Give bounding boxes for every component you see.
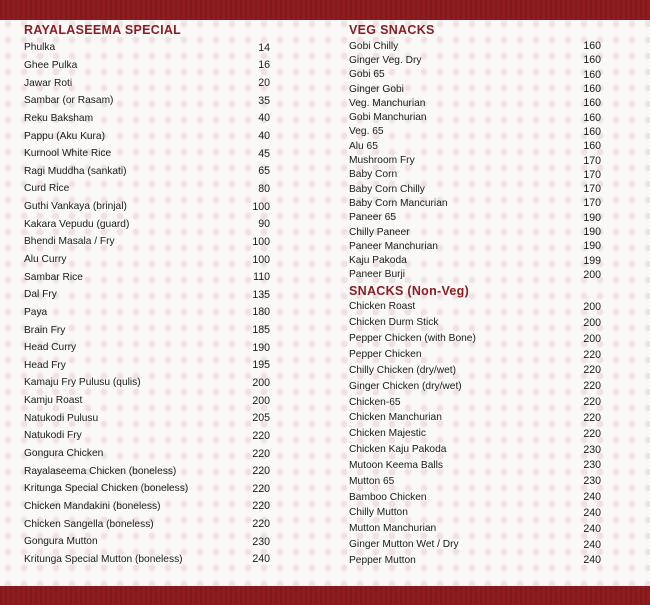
menu-item-price: 16 — [258, 59, 270, 72]
menu-item-row — [349, 362, 601, 378]
section-title-veg-snacks: VEG SNACKS — [349, 23, 435, 37]
menu-item-price: 100 — [252, 200, 270, 213]
section-title-nonveg-snacks: SNACKS (Non-Veg) — [349, 284, 470, 299]
menu-item-row — [349, 53, 601, 67]
menu-item-name: Jawar Roti — [24, 77, 73, 89]
menu-item-name: Chicken Sangella (boneless) — [24, 518, 154, 530]
menu-item-name: Mushroom Fry — [349, 155, 415, 167]
menu-item-price: 220 — [583, 364, 601, 377]
menu-item-price: 185 — [252, 324, 270, 337]
menu-item-price: 200 — [583, 300, 601, 313]
menu-item-name: Curd Rice — [24, 183, 70, 195]
menu-item-price: 205 — [252, 412, 270, 425]
menu-item-name: Mutton Manchurian — [349, 523, 437, 535]
menu-item-name: Reku Baksham — [24, 112, 94, 124]
menu-item-row — [24, 551, 270, 569]
menu-item-price: 100 — [252, 235, 270, 248]
menu-item-price: 230 — [583, 475, 601, 488]
menu-item-row — [24, 445, 270, 463]
menu-item-name: Ginger Veg. Dry — [349, 54, 422, 66]
menu-item-row — [349, 82, 601, 96]
menu-item-price: 220 — [252, 447, 270, 460]
menu-item-row — [24, 180, 270, 198]
menu-item-row — [349, 125, 601, 139]
menu-item-price: 200 — [583, 332, 601, 345]
menu-item-price: 190 — [583, 211, 601, 224]
menu-item-name: Baby Corn — [349, 169, 398, 181]
menu-item-name: Bamboo Chicken — [349, 491, 427, 503]
menu-item-name: Natukodi Fry — [24, 430, 82, 442]
menu-item-row — [349, 239, 601, 253]
menu-item-name: Chilly Paneer — [349, 226, 410, 238]
menu-item-row — [349, 521, 601, 537]
menu-item-price: 40 — [258, 130, 270, 143]
menu-item-row — [24, 409, 270, 427]
menu-item-price: 170 — [583, 154, 601, 167]
menu-item-row — [349, 96, 601, 110]
menu-item-name: Kakara Vepudu (guard) — [24, 218, 130, 230]
menu-item-row — [349, 253, 601, 267]
menu-item-price: 35 — [258, 94, 270, 107]
menu-item-row — [349, 182, 601, 196]
menu-item-row — [24, 251, 270, 269]
menu-item-row — [24, 427, 270, 445]
menu-item-row — [24, 498, 270, 516]
menu-item-name: Guthi Vankaya (brinjal) — [24, 201, 127, 213]
menu-item-price: 220 — [583, 348, 601, 361]
menu-item-name: Kurnool White Rice — [24, 148, 112, 160]
menu-item-name: Gobi Manchurian — [349, 112, 427, 124]
menu-item-price: 240 — [583, 522, 601, 535]
menu-item-price: 40 — [258, 112, 270, 125]
menu-item-row — [24, 515, 270, 533]
menu-item-price: 20 — [258, 77, 270, 90]
menu-item-price: 240 — [583, 491, 601, 504]
menu-item-price: 190 — [252, 341, 270, 354]
menu-item-price: 170 — [583, 168, 601, 181]
menu-item-row — [24, 92, 270, 110]
menu-item-row — [349, 153, 601, 167]
menu-item-price: 220 — [252, 429, 270, 442]
menu-item-row — [24, 339, 270, 357]
menu-item-price: 160 — [583, 68, 601, 81]
menu-item-price: 160 — [583, 97, 601, 110]
menu-item-price: 220 — [583, 411, 601, 424]
menu-item-price: 200 — [252, 376, 270, 389]
menu-item-price: 199 — [583, 254, 601, 267]
menu-item-price: 200 — [252, 394, 270, 407]
menu-item-row — [24, 268, 270, 286]
snacks-column — [349, 22, 601, 568]
menu-item-name: Dal Fry — [24, 289, 57, 301]
menu-item-name: Paneer 65 — [349, 212, 397, 224]
menu-item-price: 90 — [258, 218, 270, 231]
menu-item-price: 190 — [583, 240, 601, 253]
menu-item-name: Chicken-65 — [349, 396, 401, 408]
menu-item-row — [349, 68, 601, 82]
menu-item-row — [24, 357, 270, 375]
menu-item-price: 14 — [258, 41, 270, 54]
menu-item-row — [349, 315, 601, 331]
menu-item-row — [349, 473, 601, 489]
menu-item-name: Chicken Kaju Pakoda — [349, 444, 447, 456]
menu-item-price: 135 — [252, 288, 270, 301]
menu-item-price: 160 — [583, 125, 601, 138]
menu-item-name: Brain Fry — [24, 324, 66, 336]
menu-item-row — [349, 410, 601, 426]
menu-item-price: 200 — [583, 316, 601, 329]
menu-item-row — [349, 225, 601, 239]
menu-item-name: Sambar (or Rasam) — [24, 95, 114, 107]
menu-item-row — [24, 304, 270, 322]
menu-item-name: Veg. Manchurian — [349, 97, 426, 109]
menu-item-name: Sambar Rice — [24, 271, 83, 283]
menu-item-name: Chicken Durm Stick — [349, 317, 439, 329]
menu-item-name: Gobi Chilly — [349, 40, 399, 52]
menu-item-row — [24, 57, 270, 75]
menu-item-row — [24, 533, 270, 551]
menu-item-name: Pappu (Aku Kura) — [24, 130, 105, 142]
menu-item-price: 80 — [258, 182, 270, 195]
menu-item-name: Chilly Mutton — [349, 507, 408, 519]
veg-snacks-item-list — [349, 39, 601, 282]
menu-item-name: Paneer Burji — [349, 269, 406, 281]
menu-item-row — [349, 211, 601, 225]
menu-item-price: 200 — [583, 268, 601, 281]
menu-item-row — [24, 198, 270, 216]
menu-item-price: 170 — [583, 183, 601, 196]
menu-item-price: 160 — [583, 54, 601, 67]
menu-item-price: 160 — [583, 40, 601, 53]
menu-item-price: 220 — [583, 380, 601, 393]
menu-item-name: Kritunga Special Mutton (boneless) — [24, 553, 183, 565]
menu-item-price: 230 — [252, 535, 270, 548]
menu-item-name: Head Fry — [24, 359, 66, 371]
menu-item-name: Pepper Mutton — [349, 554, 416, 566]
menu-item-row — [24, 392, 270, 410]
menu-item-price: 220 — [583, 427, 601, 440]
menu-item-price: 240 — [583, 554, 601, 567]
menu-item-price: 190 — [583, 226, 601, 238]
menu-item-row — [349, 537, 601, 553]
menu-item-name: Chicken Mandakini (boneless) — [24, 500, 161, 512]
menu-item-row — [24, 462, 270, 480]
menu-item-row — [24, 374, 270, 392]
menu-item-name: Kritunga Special Chicken (boneless) — [24, 483, 189, 495]
menu-item-name: Kamaju Fry Pulusu (qulis) — [24, 377, 141, 389]
menu-item-name: Alu Curry — [24, 254, 67, 265]
rayalaseema-special-column — [24, 22, 270, 568]
menu-item-name: Chilly Chicken (dry/wet) — [349, 364, 456, 376]
menu-item-name: Chicken Manchurian — [349, 412, 442, 424]
menu-item-row — [349, 268, 601, 282]
menu-item-price: 160 — [583, 140, 601, 153]
menu-item-name: Ghee Pulka — [24, 59, 78, 71]
menu-item-name: Ragi Muddha (sankati) — [24, 165, 127, 177]
menu-item-row — [349, 331, 601, 347]
menu-item-name: Mutton 65 — [349, 475, 395, 487]
menu-item-row — [24, 110, 270, 128]
menu-item-price: 230 — [583, 443, 601, 456]
menu-item-price: 220 — [252, 518, 270, 531]
section-title-rayalaseema: RAYALASEEMA SPECIAL — [24, 23, 182, 37]
menu-item-price: 230 — [583, 459, 601, 472]
menu-item-name: Rayalaseema Chicken (boneless) — [24, 465, 177, 477]
menu-item-name: Mutoon Keema Balls — [349, 459, 444, 471]
menu-item-row — [349, 168, 601, 182]
menu-item-name: Ginger Gobi — [349, 83, 404, 95]
menu-item-name: Ginger Mutton Wet / Dry — [349, 539, 459, 551]
nonveg-snacks-item-list — [349, 299, 601, 568]
menu-item-name: Kaju Pakoda — [349, 255, 407, 267]
menu-item-price: 160 — [583, 83, 601, 96]
menu-item-name: Paneer Manchurian — [349, 240, 438, 252]
menu-item-row — [24, 127, 270, 145]
menu-item-price: 45 — [258, 147, 270, 160]
menu-item-row — [24, 286, 270, 304]
menu-item-name: Ginger Chicken (dry/wet) — [349, 380, 462, 392]
menu-item-price: 220 — [252, 465, 270, 478]
menu-item-name: Baby Corn Chilly — [349, 183, 425, 195]
menu-item-row — [349, 110, 601, 124]
top-decorative-band — [0, 0, 650, 20]
menu-item-name: Pepper Chicken (with Bone) — [349, 333, 476, 345]
menu-item-name: Bhendi Masala / Fry — [24, 236, 115, 248]
menu-item-row — [349, 426, 601, 442]
menu-item-row — [349, 442, 601, 458]
menu-item-name: Veg. 65 — [349, 126, 384, 138]
menu-item-row — [24, 74, 270, 92]
menu-item-name: Phulka — [24, 42, 56, 54]
menu-item-price: 170 — [583, 197, 601, 210]
menu-item-price: 160 — [583, 111, 601, 124]
menu-item-price: 195 — [252, 359, 270, 372]
menu-item-row — [24, 233, 270, 251]
menu-item-price: 240 — [583, 538, 601, 551]
bottom-decorative-band — [0, 586, 650, 605]
menu-item-price: 240 — [583, 506, 601, 519]
menu-item-price: 110 — [253, 271, 270, 284]
menu-item-row — [24, 215, 270, 233]
menu-item-price: 220 — [252, 500, 270, 513]
menu-item-row — [349, 394, 601, 410]
menu-item-price: 65 — [258, 165, 270, 178]
menu-item-row — [24, 321, 270, 339]
menu-item-name: Alu 65 — [349, 140, 378, 152]
menu-item-name: Gobi 65 — [349, 69, 385, 81]
menu-item-name: Head Curry — [24, 342, 77, 354]
menu-item-row — [349, 299, 601, 315]
menu-item-row — [349, 489, 601, 505]
menu-item-name: Natukodi Pulusu — [24, 412, 99, 424]
menu-item-row — [349, 378, 601, 394]
menu-item-price: 220 — [252, 482, 270, 495]
menu-item-row — [24, 480, 270, 498]
menu-item-name: Kamju Roast — [24, 395, 83, 407]
menu-item-row — [349, 39, 601, 53]
menu-item-price: 220 — [583, 396, 601, 409]
menu-item-row — [24, 145, 270, 163]
menu-item-row — [349, 457, 601, 473]
menu-item-name: Chicken Roast — [349, 301, 416, 313]
menu-item-row — [349, 505, 601, 521]
menu-item-row — [349, 553, 601, 569]
menu-item-row — [349, 347, 601, 363]
menu-item-row — [24, 162, 270, 180]
menu-item-row — [349, 139, 601, 153]
menu-item-name: Gongura Mutton — [24, 536, 98, 548]
menu-item-row — [24, 39, 270, 57]
rayalaseema-item-list — [24, 39, 270, 568]
menu-item-price: 180 — [252, 306, 270, 319]
menu-item-name: Chicken Majestic — [349, 428, 426, 440]
menu-item-name: Baby Corn Mancurian — [349, 197, 448, 209]
menu-item-name: Pepper Chicken — [349, 349, 422, 360]
menu-item-row — [349, 196, 601, 210]
menu-item-name: Gongura Chicken — [24, 448, 104, 460]
menu-item-price: 240 — [252, 553, 270, 566]
menu-item-name: Paya — [24, 306, 48, 318]
menu-item-price: 100 — [252, 253, 270, 266]
